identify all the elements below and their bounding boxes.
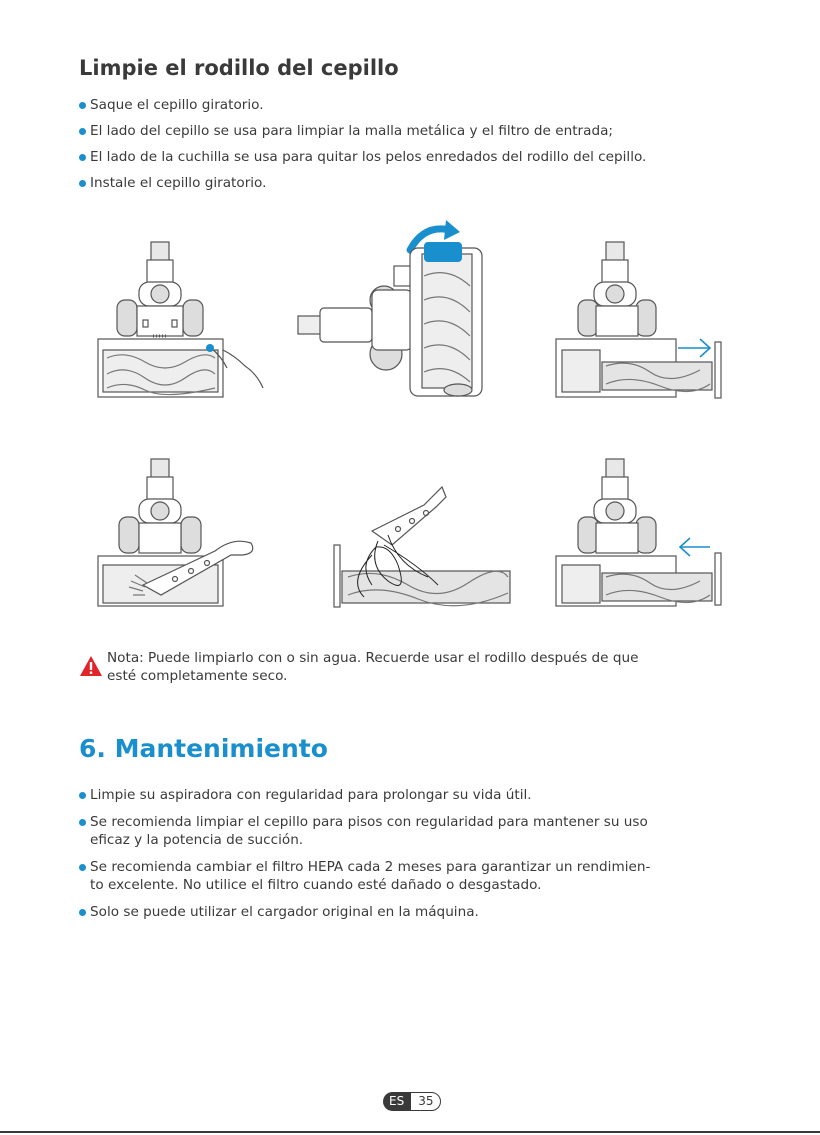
bullet-dot-icon bbox=[79, 864, 86, 871]
page-footer bbox=[383, 1092, 441, 1111]
brush-head-side-arrow-illustration bbox=[292, 216, 502, 401]
list-item: El lado del cepillo se usa para limpiar la malla metálica y el filtro de entrada; bbox=[79, 122, 646, 140]
warning-triangle-icon bbox=[79, 655, 103, 677]
page-number: 35 bbox=[410, 1092, 441, 1111]
bullet-dot-icon bbox=[79, 909, 86, 916]
list-item: Instale el cepillo giratorio. bbox=[79, 174, 646, 192]
roller-hair-tool-illustration bbox=[328, 485, 518, 610]
list-item: Saque el cepillo giratorio. bbox=[79, 96, 646, 114]
bullet-dot-icon bbox=[79, 180, 86, 187]
roller-out-arrow-illustration bbox=[550, 238, 725, 400]
cleaning-tool-illustration bbox=[95, 455, 270, 610]
brush-roller-steps bbox=[79, 96, 646, 200]
note-text: Nota: Puede limpiarlo con o sin agua. Recuerde usar el rodillo después de que esté completamente seco. bbox=[107, 650, 639, 684]
list-item: Se recomienda limpiar el cepillo para pisos con regularidad para mantener su uso eficaz y la potencia de succión. bbox=[79, 813, 650, 849]
bullet-dot-icon bbox=[79, 819, 86, 826]
section-title: Limpie el rodillo del cepillo bbox=[79, 56, 399, 80]
bullet-dot-icon bbox=[79, 154, 86, 161]
maintenance-list bbox=[79, 786, 650, 930]
list-item: El lado de la cuchilla se usa para quitar los pelos enredados del rodillo del cepillo. bbox=[79, 148, 646, 166]
list-item: Se recomienda cambiar el filtro HEPA cada 2 meses para garantizar un rendimien- to excelente. No utilice el filtro cuando esté dañado o desgastado. bbox=[79, 858, 650, 894]
bottom-rule bbox=[0, 1131, 820, 1133]
bullet-dot-icon bbox=[79, 128, 86, 135]
bullet-dot-icon bbox=[79, 102, 86, 109]
list-item: Limpie su aspiradora con regularidad para prolongar su vida útil. bbox=[79, 786, 650, 804]
roller-in-arrow-illustration bbox=[550, 455, 725, 610]
language-badge: ES bbox=[383, 1092, 410, 1111]
list-item: Solo se puede utilizar el cargador original en la máquina. bbox=[79, 903, 650, 921]
bullet-dot-icon bbox=[79, 792, 86, 799]
brush-head-hand-illustration bbox=[95, 238, 270, 400]
maintenance-title: 6. Mantenimiento bbox=[79, 734, 328, 763]
